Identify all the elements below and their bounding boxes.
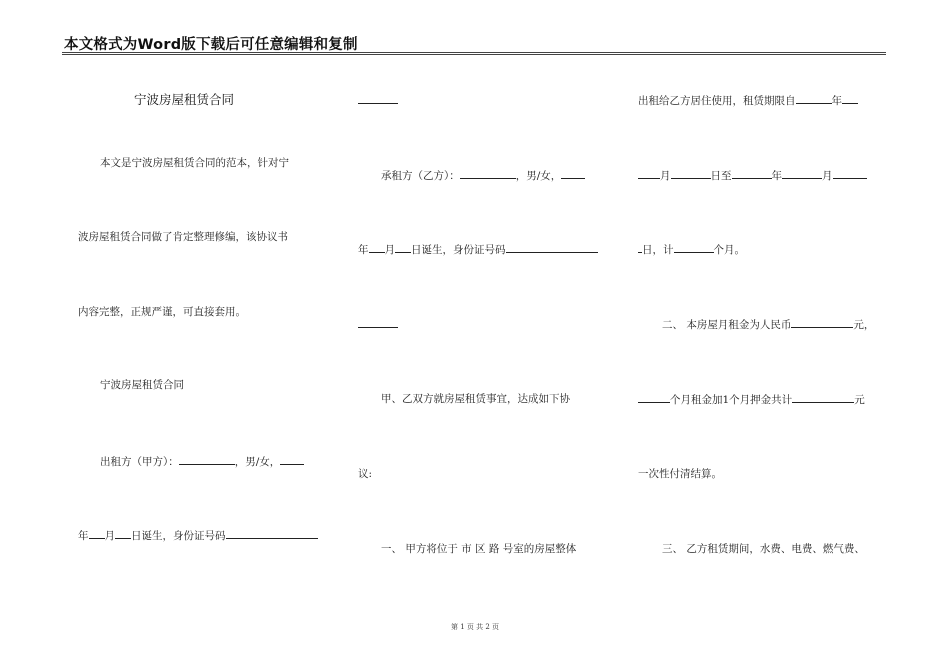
rent-label: 二、 本房屋月租金为人民币 — [662, 319, 792, 331]
blank-field — [115, 528, 131, 539]
clause-2-line — [662, 317, 874, 332]
yuan-label: 元 — [854, 394, 865, 406]
contract-subtitle: 宁波房屋租赁合同 — [100, 379, 184, 391]
clause-3-line: 三、 乙方租赁期间，水费、电费、燃气费、 — [662, 543, 865, 555]
term-text: 出租给乙方居住使用，租赁期限自 — [638, 95, 796, 107]
month-label: 月 — [104, 530, 115, 542]
lessee-gender: ，男/女， — [515, 170, 562, 182]
lessee-line — [381, 168, 585, 183]
lessor-label: 出租方（甲方）： — [100, 456, 179, 468]
header-text: 本文格式为Word版下载后可任意编辑和复制 — [64, 37, 358, 53]
blank-field — [561, 168, 585, 179]
blank-field — [395, 242, 411, 253]
lessee-birth-line — [358, 242, 598, 257]
blank-field — [791, 317, 853, 328]
blank-line — [358, 317, 398, 332]
blank-line — [358, 93, 398, 108]
term-line-1 — [638, 93, 858, 108]
blank-field — [358, 317, 398, 328]
deposit-label: 个月租金加1个月押金共计 — [670, 394, 793, 406]
year-label: 年 — [358, 244, 369, 256]
year-label: 年 — [78, 530, 89, 542]
term-line-3 — [638, 242, 745, 257]
blank-field — [674, 242, 714, 253]
id-label: 日诞生，身份证号码 — [411, 244, 506, 256]
page-footer: 第 1 页 共 2 页 — [450, 623, 500, 631]
blank-field — [179, 454, 235, 465]
blank-field — [369, 242, 385, 253]
year-label: 年 — [831, 95, 842, 107]
blank-field — [833, 168, 867, 179]
id-label: 日诞生，身份证号码 — [131, 530, 226, 542]
intro-line-3: 内容完整，正规严谨，可直接套用。 — [78, 306, 246, 318]
blank-field — [796, 93, 832, 104]
year-label: 年 — [771, 170, 782, 182]
blank-field — [782, 168, 822, 179]
lessee-label: 承租方（乙方）： — [381, 170, 460, 182]
term-line-2 — [638, 168, 867, 183]
intro-line-1: 本文是宁波房屋租赁合同的范本，针对宁 — [100, 157, 289, 169]
month-label: 月 — [384, 244, 395, 256]
header-rule — [62, 52, 886, 53]
header-rule — [62, 54, 886, 55]
intro-line-2: 波房屋租赁合同做了肯定整理修编，该协议书 — [78, 231, 288, 243]
blank-field — [460, 168, 516, 179]
blank-field — [842, 93, 858, 104]
clause-1-line: 一、 甲方将位于 市 区 路 号室的房屋整体 — [381, 543, 577, 555]
blank-field — [506, 242, 598, 253]
day-to-label: 日至 — [710, 170, 732, 182]
document-title: 宁波房屋租赁合同 — [134, 92, 235, 107]
blank-field — [280, 454, 304, 465]
blank-field — [638, 168, 660, 179]
blank-field — [89, 528, 105, 539]
lessor-birth-line — [78, 528, 318, 543]
blank-field — [358, 93, 398, 104]
month-label: 月 — [660, 170, 671, 182]
deposit-line — [638, 392, 865, 407]
day-count-label: 日，计 — [642, 244, 674, 256]
blank-field — [792, 392, 854, 403]
agreement-line-2: 议: — [358, 468, 373, 480]
yuan-label: 元， — [853, 319, 875, 331]
months-label: 个月。 — [713, 244, 745, 256]
blank-field — [732, 168, 772, 179]
agreement-line-1: 甲、乙双方就房屋租赁事宜，达成如下协 — [381, 393, 570, 405]
lessor-gender: ，男/女， — [234, 456, 281, 468]
blank-field — [226, 528, 318, 539]
lessor-line — [100, 454, 304, 469]
settlement-line: 一次性付清结算。 — [638, 468, 722, 480]
month-label: 月 — [822, 170, 833, 182]
blank-field — [671, 168, 711, 179]
blank-field — [638, 392, 670, 403]
